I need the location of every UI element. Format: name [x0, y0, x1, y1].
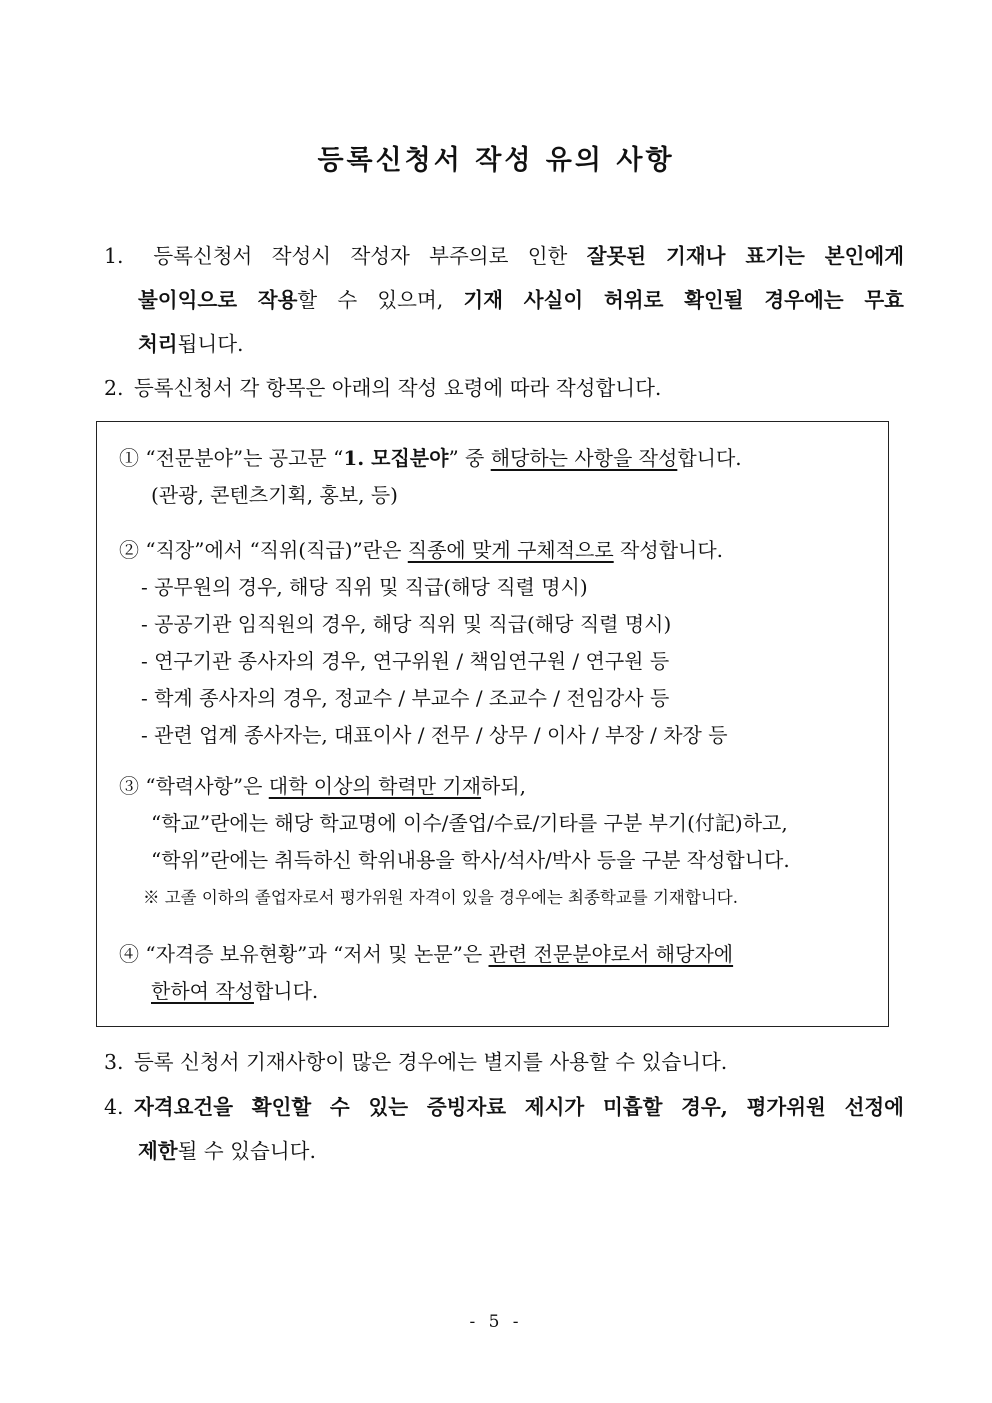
note: ※ 고졸 이하의 졸업자로서 평가위원 자격이 있을 경우에는 최종학교를 기재합니다.: [143, 888, 738, 907]
item-number: 4.: [104, 1095, 124, 1119]
notice-item-2: 2. 등록신청서 각 항목은 아래의 작성 요령에 따라 작성합니다.: [104, 366, 904, 410]
list-item: - 학계 종사자의 경우, 정교수 / 부교수 / 조교수 / 전임강사 등: [141, 686, 670, 710]
notice-item-1-line-2: 불이익으로 작용할 수 있으며, 기재 사실이 허위로 확인될 경우에는 무효: [138, 288, 904, 312]
notice-item-3: 3. 등록 신청서 기재사항이 많은 경우에는 별지를 사용할 수 있습니다.: [104, 1040, 904, 1084]
list-item: - 공무원의 경우, 해당 직위 및 직급(해당 직렬 명시): [141, 575, 588, 599]
notice-item-1: [104, 234, 904, 366]
list-item: - 관련 업계 종사자는, 대표이사 / 전무 / 상무 / 이사 / 부장 / 차장 등: [141, 723, 728, 747]
item-number: 2.: [104, 376, 124, 400]
page-title: 등록신청서 작성 유의 사항: [317, 145, 675, 176]
list-item: - 연구기관 종사자의 경우, 연구위원 / 책임연구원 / 연구원 등: [141, 649, 670, 673]
guideline-2: ② “직장”에서 “직위(직급)”란은 직종에 맞게 구체적으로 작성합니다. - 공무원의 경우, 해당 직위 및 직급(해당 직렬 명시) - 공공기관 임직원의 경우, 해당 직위 및 직급(해당 직렬 명시) - 연구기관 종사자의 경우, 연구위원 / 책임연구원 / 연구원 등 - 학계 종사자의 경우, 정교수 / 부교수 / 조교수 / 전임강사 등 - 관련 업계 종사자는, 대표이사 / 전무 / 상무 / 이사 / 부장 / 차장 등: [119, 532, 869, 754]
notice-item-1-line-1: 1. 등록신청서 작성시 작성자 부주의로 인한 잘못된 기재나 표기는 본인에게: [104, 234, 904, 278]
guideline-3: ③ “학력사항”은 대학 이상의 학력만 기재하되, “학교”란에는 해당 학교명에 이수/졸업/수료/기타를 구분 부기(付記)하고, “학위”란에는 취득하신 학위내용을 학사/석사/박사 등을 구분 작성합니다. ※ 고졸 이하의 졸업자로서 평가위원 자격이 있을 경우에는 최종학교를 기재합니다.: [119, 768, 869, 916]
page-number: - 5 -: [469, 1312, 523, 1332]
guideline-4: ④ “자격증 보유현황”과 “저서 및 논문”은 관련 전문분야로서 해당자에 한하여 작성합니다.: [119, 942, 734, 1003]
notice-item-4: 4. 자격요건을 확인할 수 있는 증빙자료 제시가 미흡할 경우, 평가위원 선정에 제한될 수 있습니다.: [104, 1085, 904, 1173]
notice-item-1-line-3: 처리됩니다.: [138, 332, 244, 356]
item-number: 1.: [104, 244, 124, 268]
guideline-1: ① “전문분야”는 공고문 “1. 모집분야” 중 해당하는 사항을 작성합니다. (관광, 콘텐츠기획, 홍보, 등): [119, 446, 742, 507]
list-item: - 공공기관 임직원의 경우, 해당 직위 및 직급(해당 직렬 명시): [141, 612, 672, 636]
item-number: 3.: [104, 1050, 124, 1074]
guideline-box: [96, 421, 889, 1027]
